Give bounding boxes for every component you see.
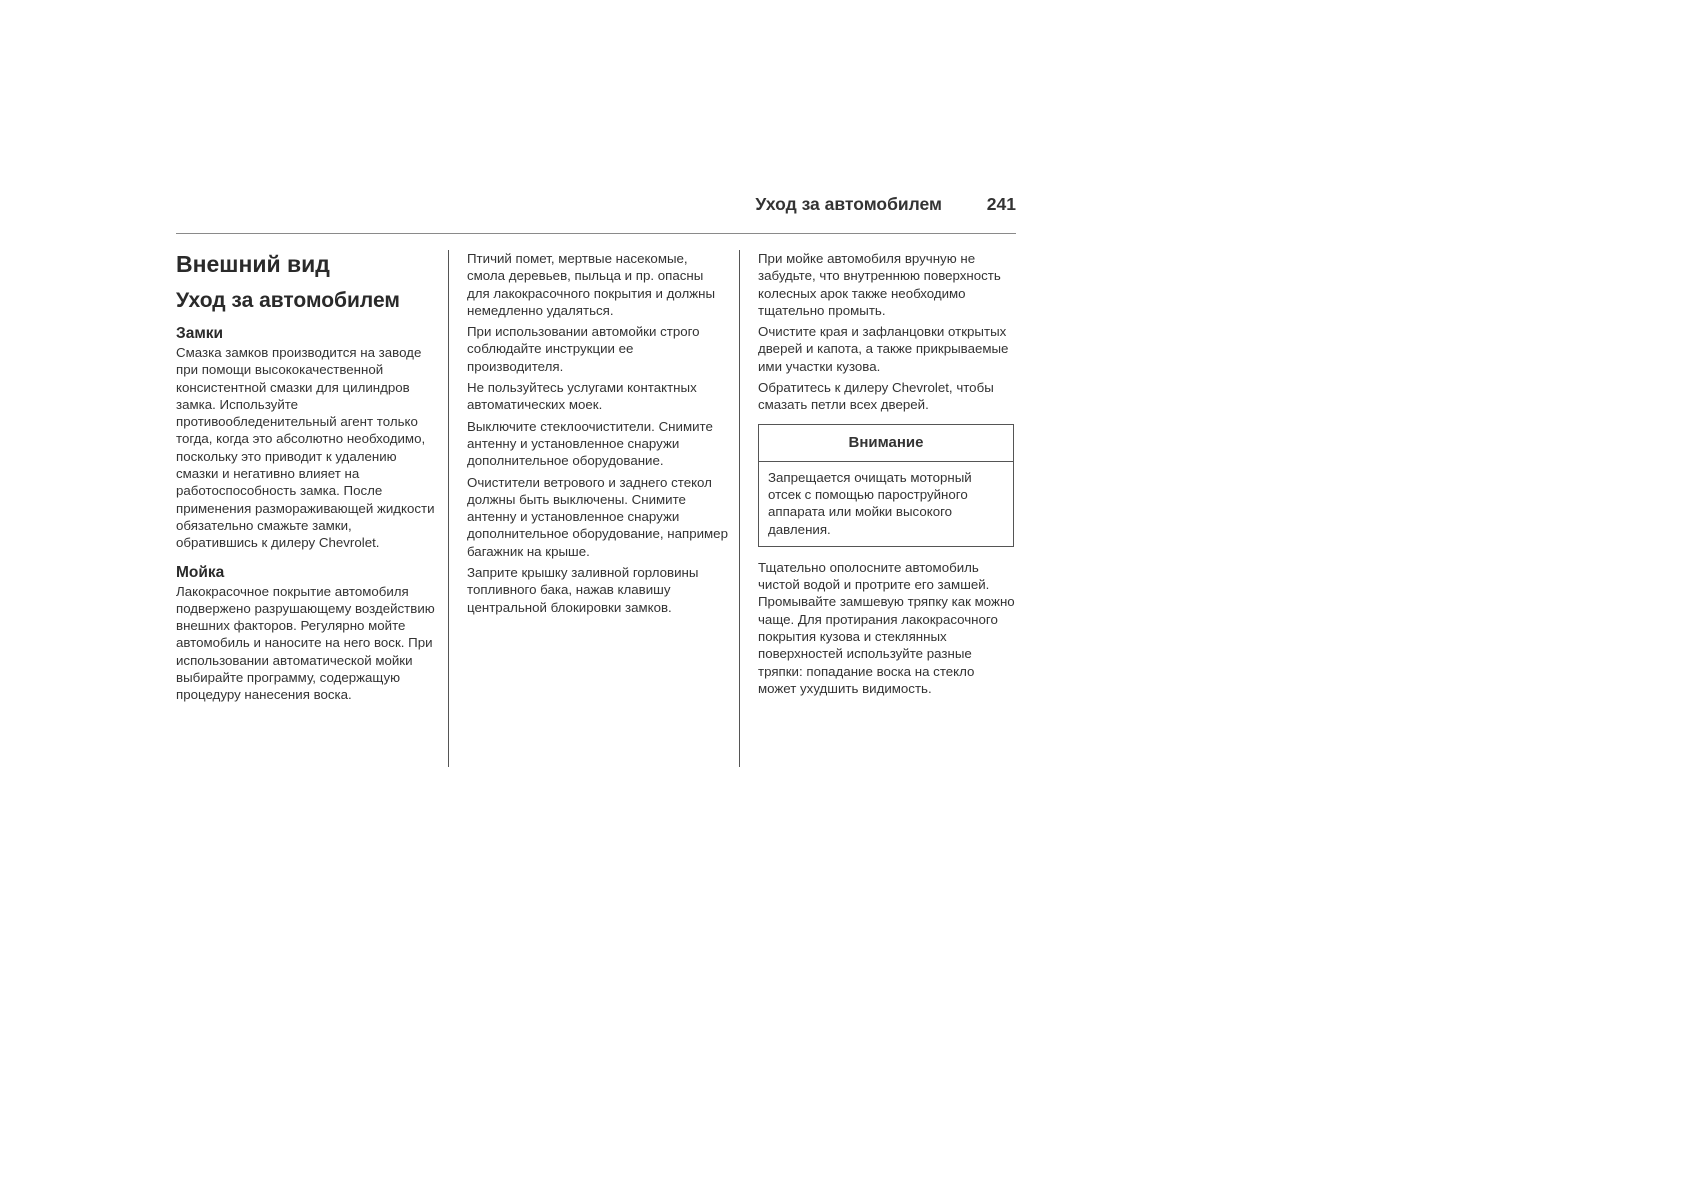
warning-title: Внимание	[759, 425, 1013, 462]
paragraph: Не пользуйтесь услугами контактных автоматических моек.	[467, 380, 697, 413]
header-rule	[176, 233, 1016, 234]
warning-text: Запрещается очищать моторный отсек с помощью пароструйного аппарата или мойки высокого давления.	[768, 469, 972, 537]
paragraph: Птичий помет, мертвые насекомые, смола деревьев, пыльца и пр. опасны для лакокрасочного покрытия и должны немедленно удаляться.	[467, 251, 716, 318]
page-number: 241	[986, 194, 1016, 214]
locks-paragraph: Смазка замков производится на заводе при помощи высококачественной консистентной смазки для цилиндров замка. Используйте противообледенительный агент только тогда, когда это абсолютно необходимо, поскольку это приводит к удалению смазки и негативно влияет на работоспособность замка. После применения размораживающей жидкости обязательно смажьте замки, обратившись к дилеру Chevrolet.	[176, 345, 435, 551]
paragraph: При использовании автомойки строго соблюдайте инструкции ее производителя.	[467, 324, 700, 374]
column-divider	[739, 250, 740, 767]
column-3	[758, 250, 1016, 701]
column-1	[176, 250, 436, 708]
warning-box	[758, 424, 1014, 547]
column-2	[467, 250, 729, 620]
chapter-title: Уход за автомобилем	[176, 289, 400, 312]
paragraph: Очистители ветрового и заднего стекол должны быть выключены. Снимите антенну и установленное снаружи дополнительное оборудование, например багажник на крыше.	[467, 474, 728, 559]
paragraph: Тщательно ополосните автомобиль чистой водой и протрите его замшей. Промывайте замшевую тряпку как можно чаще. Для протирания лакокрасочного покрытия кузова и стеклянных поверхностей используйте разные тряпки: попадание воска на стекло может ухудшить видимость.	[758, 559, 1015, 696]
locks-title: Замки	[176, 325, 224, 342]
column-divider	[448, 250, 449, 767]
washing-paragraph: Лакокрасочное покрытие автомобиля подвержено разрушающему воздействию внешних факторов. Регулярно мойте автомобиль и наносите на него воск. При использовании автоматической мойки выбирайте программу, содержащую процедуру нанесения воска.	[176, 583, 435, 703]
section-title: Внешний вид	[176, 251, 330, 277]
paragraph: Очистите края и зафланцовки открытых дверей и капота, а также прикрываемые ими участки кузова.	[758, 324, 1009, 374]
paragraph: Заприте крышку заливной горловины топливного бака, нажав клавишу центральной блокировки замков.	[467, 565, 699, 615]
running-title: Уход за автомобилем	[755, 194, 942, 214]
paragraph: Обратитесь к дилеру Chevrolet, чтобы смазать петли всех дверей.	[758, 380, 994, 413]
paragraph: При мойке автомобиля вручную не забудьте, что внутреннюю поверхность колесных арок также необходимо тщательно промыть.	[758, 251, 1001, 318]
washing-title: Мойка	[176, 563, 225, 581]
running-header	[176, 194, 1016, 218]
paragraph: Выключите стеклоочистители. Снимите антенну и установленное снаружи дополнительное оборудование.	[467, 418, 713, 469]
